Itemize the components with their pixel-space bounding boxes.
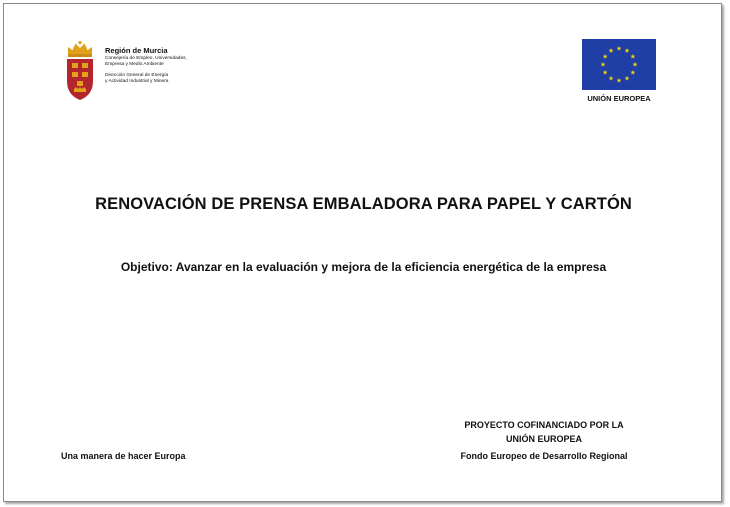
eu-label: UNIÓN EUROPEA [587,94,651,103]
objective-text: Objetivo: Avanzar en la evaluación y mejora de la eficiencia energética de la empresa [120,260,607,274]
slogan-text: Una manera de hacer Europa [61,451,186,461]
page-title: RENOVACIÓN DE PRENSA EMBALADORA PARA PAPEL Y CARTÓN [95,195,632,213]
directorate-line: y Actividad Industrial y Minera [105,78,169,84]
cofinanced-line: PROYECTO COFINANCIADO POR LA [464,420,624,430]
directorate-line: Dirección General de Energía [105,72,169,78]
cofinanced-text [434,418,654,446]
cofinanced-line: UNIÓN EUROPEA [505,434,582,444]
eu-flag-icon [582,39,656,90]
department-line: Consejería de Empleo, Universidades, [105,56,187,61]
fund-name: Fondo Europeo de Desarrollo Regional [460,451,628,461]
region-de-murcia-coat-of-arms-icon [65,40,95,102]
department-line: Empresa y Medio Ambiente [105,62,164,68]
region-text-block [105,46,245,85]
region-name: Región de Murcia [105,46,168,55]
document-page [3,3,722,502]
